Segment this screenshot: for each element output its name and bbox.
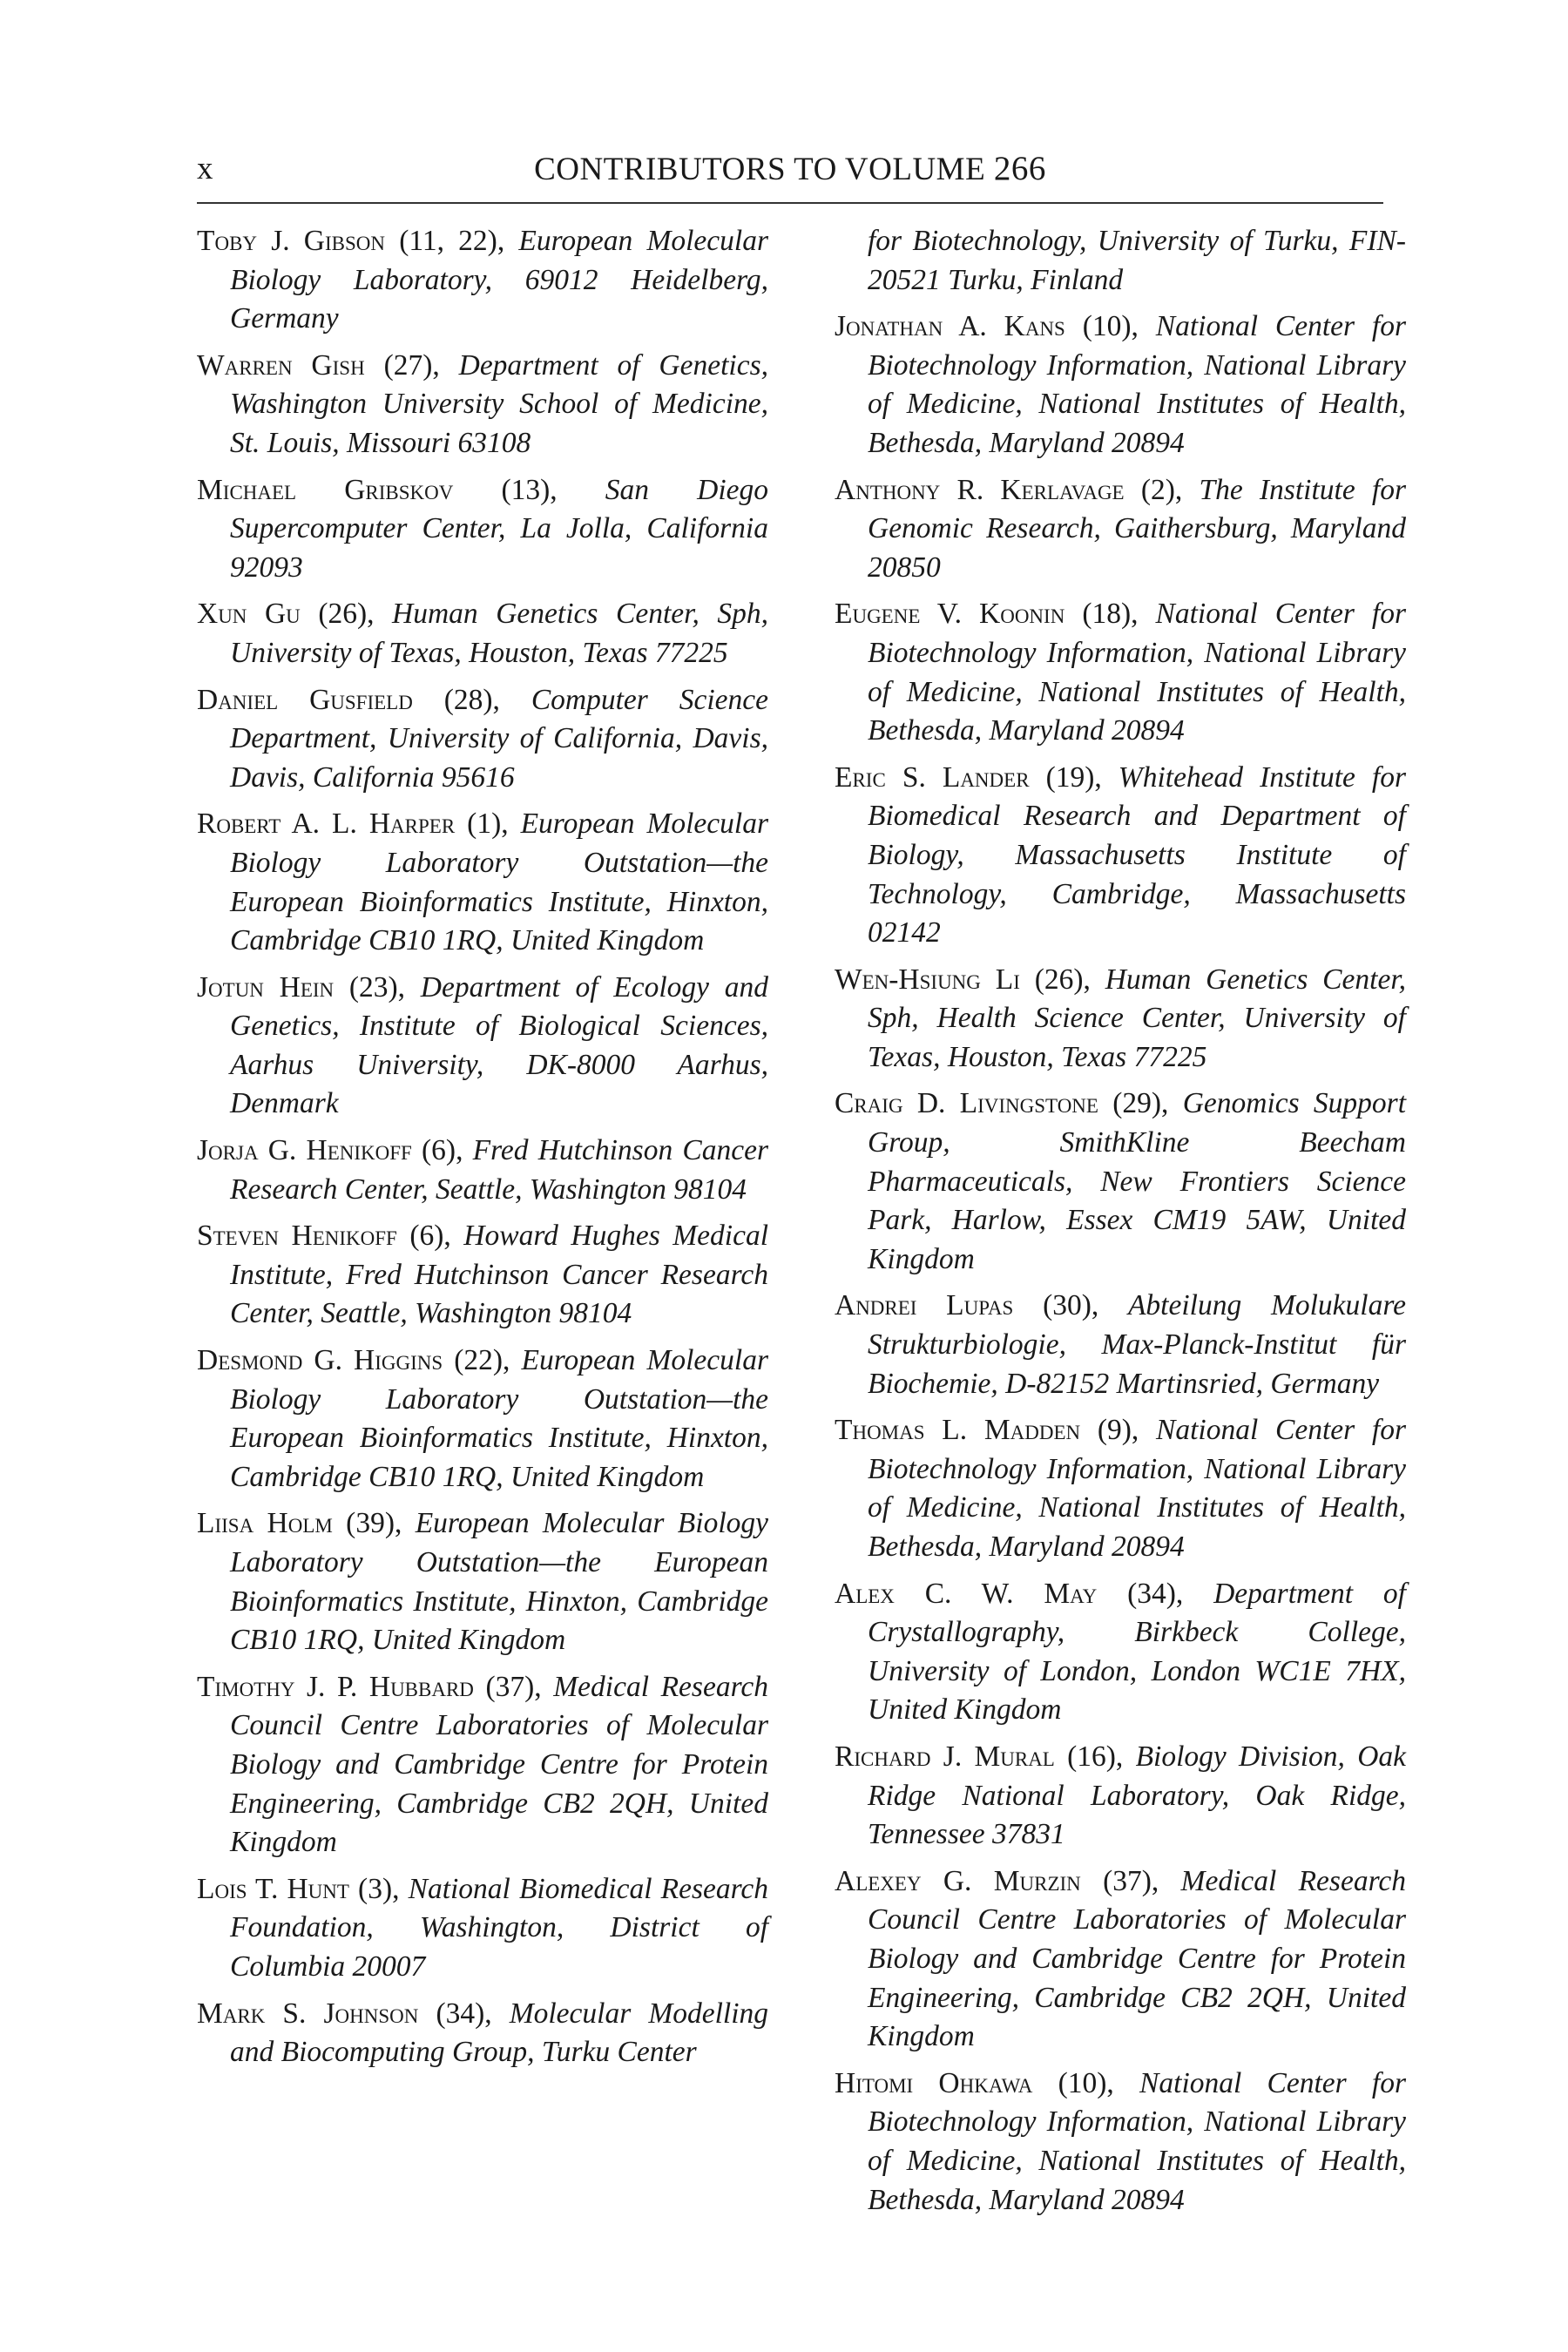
contributor-entry bbox=[197, 471, 768, 588]
contributor-name: Desmond G. Higgins bbox=[197, 1344, 443, 1377]
affiliation: Abteilung Molukulare Strukturbiologie, Max-Planck-Institut für Biochemie, D-82152 Martinsried, Germany bbox=[868, 1289, 1406, 1400]
contributor-name: Wen-Hsiung Li bbox=[835, 963, 1020, 996]
affiliation: Department of Crystallography, Birkbeck College, University of London, London WC1E 7HX, United Kingdom bbox=[868, 1577, 1406, 1727]
chapter-refs: (27), bbox=[383, 348, 440, 382]
right-column bbox=[835, 222, 1406, 2227]
contributor-entry bbox=[197, 1342, 768, 1497]
affiliation: Department of Genetics, Washington University School of Medicine, St. Louis, Missouri 63108 bbox=[230, 348, 769, 459]
affiliation: Fred Hutchinson Cancer Research Center, Seattle, Washington 98104 bbox=[230, 1134, 769, 1206]
chapter-refs: (18), bbox=[1082, 598, 1139, 631]
chapter-refs: (34), bbox=[436, 1997, 492, 2030]
contributor-name: Michael Gribskov bbox=[197, 473, 454, 506]
affiliation: European Molecular Biology Laboratory Outstation—the European Bioinformatics Institute, Hinxton, Cambridge CB10 1RQ, United Kingdom bbox=[230, 808, 768, 957]
chapter-refs: (16), bbox=[1067, 1740, 1124, 1773]
contributor-entry bbox=[835, 1287, 1406, 1403]
chapter-refs: (23), bbox=[348, 970, 406, 1004]
header-rule bbox=[197, 202, 1383, 204]
affiliation: Whitehead Institute for Biomedical Research and Department of Biology, Massachusetts Institute of Technology, Cambridge, Massachusetts 02142 bbox=[868, 760, 1406, 950]
affiliation: European Molecular Biology Laboratory Outstation—the European Bioinformatics Institute, Hinxton, Cambridge CB10 1RQ, United Kingdom bbox=[230, 1507, 768, 1657]
contributor-name: Andrei Lupas bbox=[835, 1289, 1014, 1322]
left-column bbox=[197, 222, 768, 2080]
contributor-entry bbox=[197, 1668, 768, 1862]
contributor-entry bbox=[197, 595, 768, 672]
chapter-refs: (3), bbox=[358, 1872, 400, 1905]
contributor-name: Eric S. Lander bbox=[835, 760, 1030, 794]
contributor-entry bbox=[197, 347, 768, 463]
affiliation: Human Genetics Center, Sph, Health Science Center, University of Texas, Houston, Texas 77225 bbox=[868, 963, 1407, 1073]
running-title bbox=[197, 150, 1383, 189]
chapter-refs: (22), bbox=[454, 1344, 510, 1377]
contributor-entry bbox=[197, 1870, 768, 1987]
chapter-refs: (37), bbox=[485, 1670, 542, 1703]
chapter-refs: (29), bbox=[1112, 1087, 1169, 1120]
contributor-name: Mark S. Johnson bbox=[197, 1997, 419, 2030]
contributor-entry bbox=[197, 1217, 768, 1334]
contributor-name: Richard J. Mural bbox=[835, 1740, 1055, 1773]
contributor-entry bbox=[197, 222, 768, 339]
chapter-refs: (28), bbox=[443, 683, 500, 716]
contributor-entry bbox=[197, 969, 768, 1124]
affiliation: Genomics Support Group, SmithKline Beecham Pharmaceuticals, New Frontiers Science Park, Harlow, Essex CM19 5AW, United Kingdom bbox=[868, 1087, 1407, 1275]
contributor-name: Anthony R. Kerlavage bbox=[835, 473, 1125, 506]
affiliation: Department of Ecology and Genetics, Institute of Biological Sciences, Aarhus University, DK-8000 Aarhus, Denmark bbox=[230, 970, 768, 1120]
chapter-refs: (9), bbox=[1097, 1414, 1139, 1447]
chapter-refs: (6), bbox=[422, 1134, 463, 1167]
contributor-name: Eugene V. Koonin bbox=[835, 598, 1065, 631]
contributor-name: Jotun Hein bbox=[197, 970, 335, 1004]
affiliation: The Institute for Genomic Research, Gaithersburg, Maryland 20850 bbox=[868, 473, 1406, 584]
contributor-name: Jonathan A. Kans bbox=[835, 310, 1065, 343]
chapter-refs: (1), bbox=[467, 808, 509, 841]
chapter-refs: (26), bbox=[318, 598, 375, 631]
contributor-entry bbox=[835, 1862, 1406, 2057]
affiliation: Medical Research Council Centre Laboratories of Molecular Biology and Cambridge Centre for Protein Engineering, Cambridge CB2 2QH, United Kingdom bbox=[868, 1864, 1406, 2053]
page-number: x bbox=[197, 151, 213, 186]
contributor-entry bbox=[835, 308, 1406, 463]
contributor-name: Jorja G. Henikoff bbox=[197, 1134, 412, 1167]
contributor-entry bbox=[835, 961, 1406, 1078]
affiliation: National Biomedical Research Foundation, Washington, District of Columbia 20007 bbox=[230, 1872, 769, 1983]
affiliation: Human Genetics Center, Sph, University of Texas, Houston, Texas 77225 bbox=[230, 598, 768, 669]
affiliation: National Center for Biotechnology Information, National Library of Medicine, National Institutes of Health, Bethesda, Maryland 20894 bbox=[868, 310, 1407, 459]
affiliation: Computer Science Department, University of California, Davis, Davis, California 95616 bbox=[230, 683, 769, 794]
contributor-name: Craig D. Livingstone bbox=[835, 1087, 1098, 1120]
affiliation: National Center for Biotechnology Information, National Library of Medicine, National Institutes of Health, Bethesda, Maryland 20894 bbox=[868, 1414, 1407, 1563]
contributor-name: Alex C. W. May bbox=[835, 1577, 1098, 1610]
contributor-entry bbox=[197, 805, 768, 960]
contributor-entry bbox=[835, 1085, 1406, 1279]
contributor-entry bbox=[197, 681, 768, 798]
contributor-name: Robert A. L. Harper bbox=[197, 808, 456, 841]
contributor-name: Lois T. Hunt bbox=[197, 1872, 349, 1905]
contributor-entry-continuation bbox=[835, 222, 1406, 300]
chapter-refs: (30), bbox=[1043, 1289, 1099, 1322]
contributor-entry bbox=[835, 595, 1406, 750]
chapter-refs: (10), bbox=[1058, 2066, 1114, 2099]
contributor-entry bbox=[197, 1132, 768, 1209]
contributor-name: Daniel Gusfield bbox=[197, 683, 413, 716]
chapter-refs: (26), bbox=[1034, 963, 1091, 996]
contributor-entry bbox=[835, 759, 1406, 953]
contributor-entry bbox=[197, 1504, 768, 1659]
contributor-entry bbox=[835, 2065, 1406, 2220]
contributor-entry bbox=[835, 1738, 1406, 1855]
affiliation: European Molecular Biology Laboratory Outstation—the European Bioinformatics Institute, Hinxton, Cambridge CB10 1RQ, United Kingdom bbox=[230, 1344, 769, 1493]
affiliation: San Diego Supercomputer Center, La Jolla, California 92093 bbox=[230, 473, 769, 584]
chapter-refs: (37), bbox=[1103, 1864, 1159, 1897]
affiliation: National Center for Biotechnology Information, National Library of Medicine, National Institutes of Health, Bethesda, Maryland 20894 bbox=[868, 2066, 1407, 2216]
affiliation: Biology Division, Oak Ridge National Laboratory, Oak Ridge, Tennessee 37831 bbox=[868, 1740, 1407, 1851]
contributor-name: Thomas L. Madden bbox=[835, 1414, 1081, 1447]
running-header bbox=[197, 150, 1383, 202]
chapter-refs: (34), bbox=[1127, 1577, 1184, 1610]
running-title-text: CONTRIBUTORS TO VOLUME bbox=[534, 152, 986, 187]
contributor-name: Warren Gish bbox=[197, 348, 365, 382]
contributor-name: Timothy J. P. Hubbard bbox=[197, 1670, 474, 1703]
contributor-entry bbox=[197, 1995, 768, 2072]
chapter-refs: (39), bbox=[346, 1507, 402, 1540]
chapter-refs: (11, 22), bbox=[399, 225, 505, 257]
affiliation: for Biotechnology, University of Turku, FIN-20521 Turku, Finland bbox=[868, 225, 1406, 296]
contributor-name: Liisa Holm bbox=[197, 1507, 333, 1540]
contributor-name: Xun Gu bbox=[197, 598, 301, 631]
affiliation: European Molecular Biology Laboratory, 69012 Heidelberg, Germany bbox=[230, 225, 769, 335]
chapter-refs: (10), bbox=[1082, 310, 1139, 343]
contributor-entry bbox=[835, 1575, 1406, 1730]
contributor-name: Steven Henikoff bbox=[197, 1220, 397, 1253]
volume-number: 266 bbox=[993, 150, 1046, 187]
contributor-entry bbox=[835, 1411, 1406, 1566]
chapter-refs: (6), bbox=[409, 1220, 451, 1253]
affiliation: Medical Research Council Centre Laboratories of Molecular Biology and Cambridge Centre for Protein Engineering, Cambridge CB2 2QH, United Kingdom bbox=[230, 1670, 768, 1859]
contributor-name: Alexey G. Murzin bbox=[835, 1864, 1081, 1897]
chapter-refs: (2), bbox=[1140, 473, 1183, 506]
contributor-entry bbox=[835, 471, 1406, 588]
affiliation: Molecular Modelling and Biocomputing Group, Turku Center bbox=[230, 1997, 769, 2069]
affiliation: National Center for Biotechnology Information, National Library of Medicine, National Institutes of Health, Bethesda, Maryland 20894 bbox=[868, 598, 1407, 747]
affiliation: Howard Hughes Medical Institute, Fred Hutchinson Cancer Research Center, Seattle, Washington 98104 bbox=[230, 1220, 769, 1330]
chapter-refs: (13), bbox=[501, 473, 558, 506]
contributor-name: Hitomi Ohkawa bbox=[835, 2066, 1033, 2099]
contributor-name: Toby J. Gibson bbox=[197, 225, 386, 257]
chapter-refs: (19), bbox=[1045, 760, 1102, 794]
